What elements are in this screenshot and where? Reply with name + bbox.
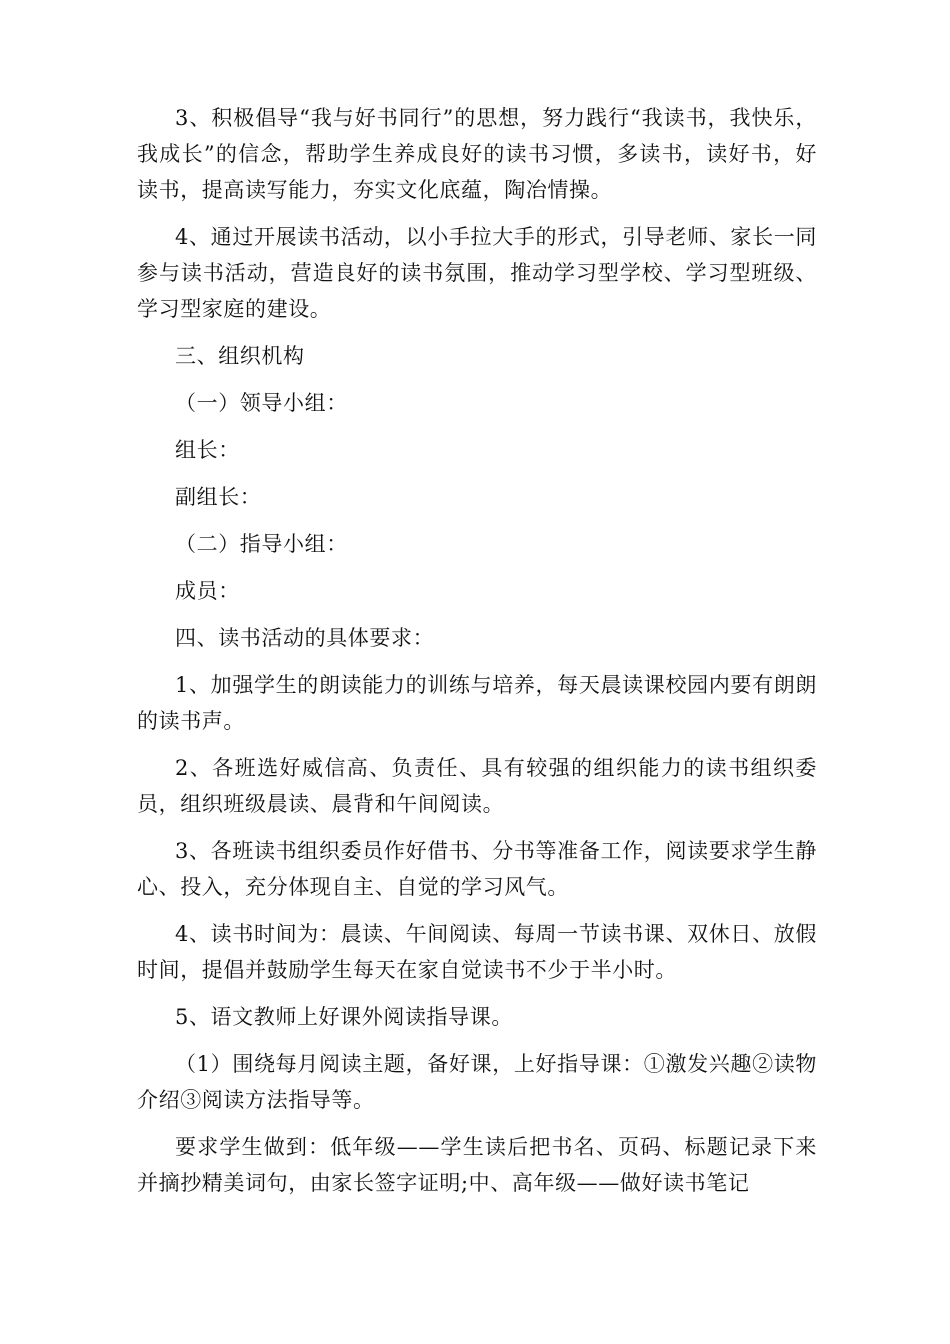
paragraph-requirement-2: 2、各班选好威信高、负责任、具有较强的组织能力的读书组织委员，组织班级晨读、晨背和午间阅读。 — [137, 756, 817, 816]
paragraph-goal-3: 3、积极倡导“我与好书同行”的思想，努力践行“我读书，我快乐，我成长”的信念，帮助学生养成良好的读书习惯，多读书，读好书，好读书，提高读写能力，夯实文化底蕴，陶冶情操。 — [137, 106, 817, 202]
paragraph-requirement-4: 4、读书时间为：晨读、午间阅读、每周一节读书课、双休日、放假时间，提倡并鼓励学生每天在家自觉读书不少于半小时。 — [137, 922, 817, 982]
subheading-guidance-group: （二）指导小组： — [175, 532, 348, 556]
section-heading-requirements: 四、读书活动的具体要求： — [175, 626, 435, 650]
paragraph-student-requirements: 要求学生做到：低年级——学生读后把书名、页码、标题记录下来并摘抄精美词句，由家长签字证明;中、高年级——做好读书笔记 — [137, 1135, 817, 1195]
field-deputy-leader: 副组长： — [175, 485, 262, 509]
field-group-leader: 组长： — [175, 438, 240, 462]
paragraph-requirement-3: 3、各班读书组织委员作好借书、分书等准备工作，阅读要求学生静心、投入，充分体现自主、自觉的学习风气。 — [137, 839, 817, 899]
paragraph-subitem-1: （1）围绕每月阅读主题，备好课，上好指导课：①激发兴趣②读物介绍③阅读方法指导等。 — [137, 1052, 817, 1112]
paragraph-requirement-5: 5、语文教师上好课外阅读指导课。 — [175, 1005, 513, 1029]
subheading-leadership-group: （一）领导小组： — [175, 391, 348, 415]
document-body — [137, 100, 817, 1212]
paragraph-goal-4: 4、通过开展读书活动，以小手拉大手的形式，引导老师、家长一同参与读书活动，营造良好的读书氛围，推动学习型学校、学习型班级、学习型家庭的建设。 — [137, 225, 817, 321]
field-members: 成员： — [175, 579, 240, 603]
section-heading-organization: 三、组织机构 — [175, 344, 305, 368]
paragraph-requirement-1: 1、加强学生的朗读能力的训练与培养，每天晨读课校园内要有朗朗的读书声。 — [137, 673, 817, 733]
